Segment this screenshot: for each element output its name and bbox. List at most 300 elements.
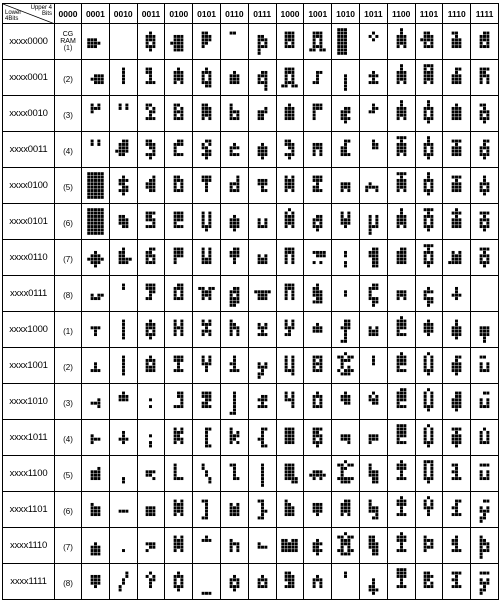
glyph-dot	[351, 549, 354, 552]
glyph-dot	[208, 179, 211, 182]
dot-matrix-glyph	[364, 28, 383, 55]
glyph-dot	[202, 107, 205, 110]
glyph-dot	[400, 503, 403, 506]
glyph-dot	[149, 287, 152, 290]
glyph-dot	[316, 539, 319, 542]
char-cell	[276, 312, 304, 348]
dot-matrix-glyph	[447, 352, 466, 379]
glyph-dot	[87, 215, 90, 218]
character-code-table	[2, 3, 499, 600]
glyph-dot	[97, 575, 100, 578]
glyph-dot	[375, 300, 378, 303]
column-header: 1111	[471, 4, 499, 24]
glyph-dot	[257, 323, 260, 326]
glyph-dot	[455, 474, 458, 477]
glyph-dot	[288, 464, 291, 467]
glyph-dot	[181, 254, 184, 257]
glyph-dot	[205, 428, 208, 431]
glyph-dot	[427, 261, 430, 264]
char-cell	[304, 384, 332, 420]
glyph-dot	[230, 362, 233, 365]
glyph-dot	[452, 74, 455, 77]
glyph-dot	[452, 42, 455, 45]
glyph-dot	[313, 222, 316, 225]
char-cell	[137, 240, 165, 276]
glyph-dot	[295, 542, 298, 545]
glyph-dot	[316, 428, 319, 431]
glyph-dot	[91, 182, 94, 185]
glyph-dot	[261, 114, 264, 117]
glyph-dot	[347, 464, 350, 467]
glyph-dot	[181, 549, 184, 552]
glyph-dot	[292, 107, 295, 110]
glyph-dot	[177, 143, 180, 146]
glyph-dot	[320, 146, 323, 149]
glyph-dot	[459, 117, 462, 120]
glyph-dot	[181, 140, 184, 143]
dot-matrix-glyph	[86, 568, 105, 595]
glyph-dot	[313, 104, 316, 107]
glyph-dot	[91, 104, 94, 107]
glyph-dot	[97, 228, 100, 231]
glyph-dot	[320, 474, 323, 477]
char-cell	[109, 312, 137, 348]
glyph-dot	[424, 546, 427, 549]
glyph-dot	[261, 330, 264, 333]
char-cell	[387, 348, 415, 384]
glyph-dot	[480, 510, 483, 513]
glyph-dot	[452, 366, 455, 369]
glyph-dot	[316, 218, 319, 221]
glyph-dot	[94, 513, 97, 516]
glyph-dot	[424, 215, 427, 218]
char-cell	[109, 348, 137, 384]
glyph-dot	[236, 189, 239, 192]
glyph-dot	[174, 542, 177, 545]
char-cell	[193, 420, 221, 456]
glyph-dot	[431, 117, 434, 120]
glyph-dot	[288, 398, 291, 401]
glyph-dot	[149, 434, 152, 437]
glyph-dot	[480, 516, 483, 519]
glyph-dot	[483, 74, 486, 77]
dot-matrix-glyph	[253, 496, 272, 523]
glyph-dot	[452, 117, 455, 120]
dot-matrix-glyph	[336, 136, 355, 163]
glyph-dot	[313, 117, 316, 120]
glyph-dot	[97, 552, 100, 555]
glyph-dot	[205, 500, 208, 503]
glyph-dot	[455, 503, 458, 506]
glyph-dot	[313, 510, 316, 513]
glyph-dot	[285, 68, 288, 71]
glyph-dot	[292, 398, 295, 401]
glyph-dot	[483, 71, 486, 74]
glyph-dot	[403, 261, 406, 264]
glyph-dot	[97, 74, 100, 77]
glyph-dot	[455, 336, 458, 339]
glyph-dot	[282, 549, 285, 552]
glyph-dot	[316, 330, 319, 333]
glyph-dot	[341, 189, 344, 192]
glyph-dot	[202, 500, 205, 503]
column-header: 1100	[387, 4, 415, 24]
glyph-dot	[427, 74, 430, 77]
glyph-dot	[285, 441, 288, 444]
dot-matrix-glyph	[197, 496, 216, 523]
glyph-dot	[320, 503, 323, 506]
glyph-dot	[483, 588, 486, 591]
glyph-dot	[94, 208, 97, 211]
glyph-dot	[431, 506, 434, 509]
glyph-dot	[427, 251, 430, 254]
glyph-dot	[455, 362, 458, 365]
column-header: 1011	[359, 4, 387, 24]
char-cell	[471, 240, 499, 276]
glyph-dot	[122, 140, 125, 143]
glyph-dot	[372, 78, 375, 81]
glyph-dot	[205, 228, 208, 231]
glyph-dot	[427, 100, 430, 103]
glyph-dot	[337, 356, 340, 359]
glyph-dot	[118, 510, 121, 513]
glyph-dot	[455, 110, 458, 113]
column-header: 1000	[276, 4, 304, 24]
glyph-dot	[427, 441, 430, 444]
glyph-dot	[431, 258, 434, 261]
glyph-dot	[424, 572, 427, 575]
glyph-dot	[261, 506, 264, 509]
char-cell	[220, 384, 248, 420]
dot-matrix-glyph	[280, 208, 299, 235]
glyph-dot	[91, 186, 94, 189]
glyph-dot	[97, 398, 100, 401]
glyph-dot	[480, 146, 483, 149]
glyph-dot	[288, 222, 291, 225]
glyph-dot	[149, 398, 152, 401]
glyph-dot	[375, 297, 378, 300]
glyph-dot	[344, 575, 347, 578]
glyph-dot	[177, 356, 180, 359]
glyph-dot	[431, 470, 434, 473]
glyph-dot	[288, 153, 291, 156]
glyph-dot	[236, 333, 239, 336]
glyph-dot	[87, 218, 90, 221]
glyph-dot	[174, 500, 177, 503]
glyph-dot	[396, 290, 399, 293]
glyph-dot	[316, 215, 319, 218]
glyph-dot	[174, 510, 177, 513]
glyph-dot	[313, 48, 316, 51]
glyph-dot	[122, 369, 125, 372]
char-cell	[137, 132, 165, 168]
glyph-dot	[264, 333, 267, 336]
glyph-dot	[208, 261, 211, 264]
glyph-dot	[368, 539, 371, 542]
glyph-dot	[149, 225, 152, 228]
glyph-dot	[344, 398, 347, 401]
glyph-dot	[375, 225, 378, 228]
char-cell	[415, 564, 443, 600]
glyph-dot	[316, 549, 319, 552]
glyph-dot	[202, 222, 205, 225]
glyph-dot	[480, 261, 483, 264]
glyph-dot	[483, 549, 486, 552]
glyph-dot	[483, 120, 486, 123]
glyph-dot	[208, 81, 211, 84]
glyph-dot	[375, 264, 378, 267]
glyph-dot	[455, 38, 458, 41]
glyph-dot	[347, 189, 350, 192]
glyph-dot	[431, 477, 434, 480]
glyph-dot	[181, 284, 184, 287]
glyph-dot	[316, 542, 319, 545]
glyph-dot	[403, 500, 406, 503]
glyph-dot	[174, 189, 177, 192]
glyph-dot	[320, 428, 323, 431]
glyph-dot	[396, 254, 399, 257]
column-header: 0010	[109, 4, 137, 24]
glyph-dot	[149, 71, 152, 74]
glyph-dot	[236, 153, 239, 156]
dot-matrix-glyph	[392, 532, 411, 559]
cg-ram-cell	[55, 492, 82, 528]
char-cell	[443, 564, 471, 600]
glyph-dot	[233, 510, 236, 513]
dot-matrix-glyph	[308, 352, 327, 379]
dot-matrix-glyph	[169, 172, 188, 199]
cg-ram-index: (5)	[63, 182, 73, 192]
lower-bits-label	[5, 10, 21, 22]
char-cell	[471, 492, 499, 528]
dot-matrix-glyph	[197, 352, 216, 379]
glyph-dot	[344, 186, 347, 189]
dot-matrix-glyph	[86, 460, 105, 487]
glyph-dot	[459, 294, 462, 297]
glyph-dot	[424, 369, 427, 372]
glyph-dot	[375, 395, 378, 398]
glyph-dot	[205, 153, 208, 156]
glyph-dot	[424, 251, 427, 254]
glyph-dot	[292, 212, 295, 215]
glyph-dot	[285, 107, 288, 110]
glyph-dot	[153, 542, 156, 545]
glyph-dot	[261, 372, 264, 375]
glyph-dot	[341, 470, 344, 473]
char-cell	[415, 276, 443, 312]
glyph-dot	[320, 362, 323, 365]
glyph-dot	[177, 38, 180, 41]
glyph-dot	[202, 74, 205, 77]
glyph-dot	[208, 110, 211, 113]
glyph-dot	[261, 500, 264, 503]
glyph-dot	[486, 110, 489, 113]
glyph-dot	[149, 284, 152, 287]
glyph-dot	[233, 228, 236, 231]
glyph-dot	[396, 172, 399, 175]
glyph-dot	[452, 212, 455, 215]
glyph-dot	[486, 506, 489, 509]
glyph-dot	[459, 402, 462, 405]
glyph-dot	[455, 549, 458, 552]
glyph-dot	[177, 326, 180, 329]
glyph-dot	[375, 588, 378, 591]
glyph-dot	[101, 186, 104, 189]
char-cell	[193, 276, 221, 312]
glyph-dot	[424, 359, 427, 362]
glyph-dot	[452, 114, 455, 117]
glyph-dot	[313, 477, 316, 480]
char-cell	[332, 132, 360, 168]
dot-matrix-glyph	[364, 424, 383, 451]
glyph-dot	[431, 405, 434, 408]
char-cell	[193, 528, 221, 564]
glyph-dot	[292, 356, 295, 359]
glyph-dot	[313, 359, 316, 362]
glyph-dot	[236, 441, 239, 444]
char-cell	[276, 456, 304, 492]
glyph-dot	[230, 218, 233, 221]
glyph-dot	[480, 546, 483, 549]
glyph-dot	[292, 35, 295, 38]
char-cell	[248, 528, 276, 564]
glyph-dot	[153, 38, 156, 41]
glyph-dot	[316, 552, 319, 555]
row-code-label: xxxx1001	[3, 348, 55, 384]
glyph-dot	[288, 284, 291, 287]
glyph-dot	[261, 428, 264, 431]
dot-matrix-glyph	[364, 136, 383, 163]
glyph-dot	[431, 500, 434, 503]
glyph-dot	[483, 392, 486, 395]
glyph-dot	[431, 38, 434, 41]
glyph-dot	[181, 359, 184, 362]
glyph-dot	[149, 546, 152, 549]
glyph-dot	[288, 71, 291, 74]
glyph-dot	[292, 464, 295, 467]
glyph-dot	[230, 254, 233, 257]
glyph-dot	[97, 78, 100, 81]
glyph-dot	[149, 68, 152, 71]
char-cell	[387, 384, 415, 420]
char-cell	[332, 492, 360, 528]
glyph-dot	[313, 150, 316, 153]
glyph-dot	[452, 464, 455, 467]
glyph-dot	[233, 395, 236, 398]
glyph-dot	[455, 323, 458, 326]
glyph-dot	[285, 297, 288, 300]
glyph-dot	[208, 143, 211, 146]
dot-matrix-glyph	[253, 460, 272, 487]
cg-ram-cell	[55, 132, 82, 168]
glyph-dot	[122, 434, 125, 437]
glyph-dot	[459, 78, 462, 81]
glyph-dot	[153, 150, 156, 153]
glyph-dot	[285, 467, 288, 470]
glyph-dot	[174, 117, 177, 120]
glyph-dot	[236, 182, 239, 185]
glyph-dot	[396, 503, 399, 506]
char-cell	[220, 420, 248, 456]
glyph-dot	[205, 68, 208, 71]
glyph-dot	[285, 431, 288, 434]
table-row	[3, 204, 499, 240]
glyph-dot	[347, 215, 350, 218]
glyph-dot	[257, 438, 260, 441]
glyph-dot	[486, 431, 489, 434]
glyph-dot	[341, 546, 344, 549]
dot-matrix-glyph	[86, 100, 105, 127]
glyph-dot	[233, 153, 236, 156]
glyph-dot	[403, 182, 406, 185]
glyph-dot	[233, 222, 236, 225]
dot-matrix-glyph	[141, 208, 160, 235]
glyph-dot	[181, 251, 184, 254]
glyph-dot	[264, 146, 267, 149]
glyph-dot	[177, 179, 180, 182]
glyph-dot	[125, 222, 128, 225]
glyph-dot	[375, 35, 378, 38]
glyph-dot	[344, 110, 347, 113]
glyph-dot	[316, 575, 319, 578]
dot-matrix-glyph	[280, 352, 299, 379]
glyph-dot	[480, 248, 483, 251]
glyph-dot	[344, 506, 347, 509]
glyph-dot	[400, 78, 403, 81]
glyph-dot	[396, 536, 399, 539]
glyph-dot	[292, 434, 295, 437]
char-cell	[387, 96, 415, 132]
glyph-dot	[368, 510, 371, 513]
glyph-dot	[202, 143, 205, 146]
glyph-dot	[486, 140, 489, 143]
glyph-dot	[344, 42, 347, 45]
glyph-dot	[424, 297, 427, 300]
glyph-dot	[122, 356, 125, 359]
glyph-dot	[341, 395, 344, 398]
glyph-dot	[480, 356, 483, 359]
glyph-dot	[285, 366, 288, 369]
glyph-dot	[288, 114, 291, 117]
glyph-dot	[347, 510, 350, 513]
glyph-dot	[91, 549, 94, 552]
glyph-dot	[400, 441, 403, 444]
glyph-dot	[344, 323, 347, 326]
char-cell	[359, 168, 387, 204]
cg-ram-index: (4)	[63, 434, 73, 444]
glyph-dot	[403, 424, 406, 427]
glyph-dot	[455, 107, 458, 110]
glyph-dot	[208, 392, 211, 395]
glyph-dot	[230, 503, 233, 506]
glyph-dot	[344, 38, 347, 41]
dot-matrix-glyph	[336, 208, 355, 235]
glyph-dot	[344, 467, 347, 470]
glyph-dot	[205, 294, 208, 297]
glyph-dot	[341, 153, 344, 156]
glyph-dot	[149, 104, 152, 107]
glyph-dot	[233, 110, 236, 113]
glyph-dot	[347, 153, 350, 156]
dot-matrix-glyph	[169, 388, 188, 415]
glyph-dot	[174, 287, 177, 290]
char-cell	[165, 492, 193, 528]
glyph-dot	[323, 251, 326, 254]
glyph-dot	[146, 212, 149, 215]
glyph-dot	[181, 38, 184, 41]
glyph-dot	[125, 225, 128, 228]
glyph-dot	[375, 474, 378, 477]
